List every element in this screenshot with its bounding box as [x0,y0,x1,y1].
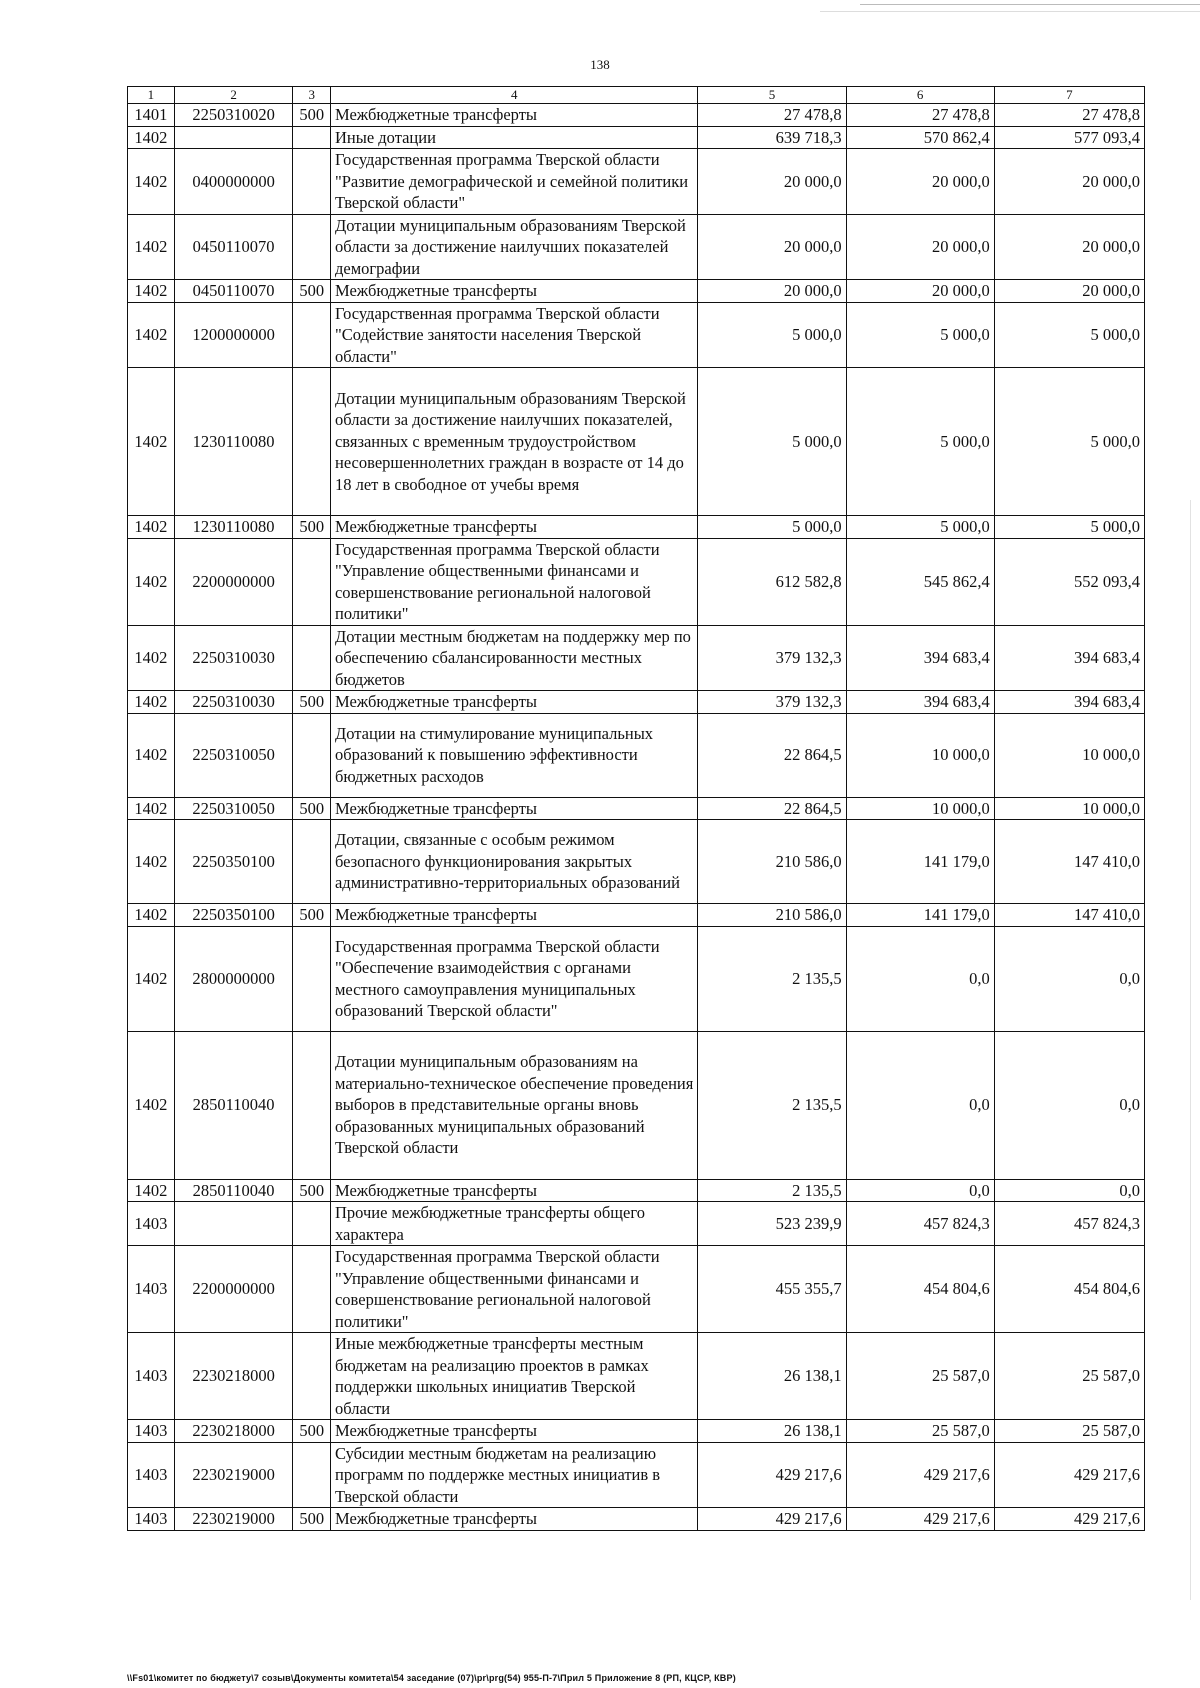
expense-type-code [293,126,331,149]
expense-type-code: 500 [293,1420,331,1443]
table-row [128,1420,1145,1443]
amount-year-2: 394 683,4 [846,691,994,714]
table-body [128,104,1145,1531]
section-code: 1402 [128,691,175,714]
target-article-code: 2800000000 [174,926,293,1031]
item-name: Дотации, связанные с особым режимом безопасного функционирования закрытых административно-территориальных образований [330,820,697,904]
item-name: Межбюджетные трансферты [330,1179,697,1202]
table-row [128,538,1145,625]
amount-year-1: 379 132,3 [698,625,846,691]
section-code: 1402 [128,516,175,539]
amount-year-3: 429 217,6 [994,1442,1144,1508]
item-name: Межбюджетные трансферты [330,691,697,714]
expense-type-code [293,538,331,625]
table-row [128,1246,1145,1333]
item-name: Дотации местным бюджетам на поддержку мер по обеспечению сбалансированности местных бюджетов [330,625,697,691]
target-article-code: 2230219000 [174,1508,293,1531]
item-name: Дотации на стимулирование муниципальных образований к повышению эффективности бюджетных расходов [330,713,697,797]
amount-year-2: 570 862,4 [846,126,994,149]
target-article-code: 2850110040 [174,1179,293,1202]
amount-year-3: 20 000,0 [994,280,1144,303]
section-code: 1402 [128,713,175,797]
amount-year-3: 394 683,4 [994,625,1144,691]
amount-year-2: 0,0 [846,1031,994,1179]
amount-year-1: 20 000,0 [698,214,846,280]
item-name: Межбюджетные трансферты [330,904,697,927]
table-row [128,926,1145,1031]
item-name: Государственная программа Тверской области "Содействие занятости населения Тверской области" [330,302,697,368]
amount-year-1: 210 586,0 [698,904,846,927]
scan-edge-line [1190,500,1191,1600]
expense-type-code [293,1202,331,1246]
item-name: Межбюджетные трансферты [330,1420,697,1443]
expense-type-code [293,625,331,691]
table-row [128,1179,1145,1202]
section-code: 1402 [128,797,175,820]
amount-year-2: 0,0 [846,926,994,1031]
expense-type-code: 500 [293,797,331,820]
target-article-code: 2230218000 [174,1333,293,1420]
target-article-code: 2200000000 [174,1246,293,1333]
section-code: 1403 [128,1246,175,1333]
target-article-code [174,126,293,149]
footer-file-path: \\Fs01\комитет по бюджету\7 созыв\Документы комитета\54 заседание (07)\pr\prg(54) 955-П-7\Прил 5 Приложение 8 (РП, КЦСР, КВР) [127,1673,736,1683]
amount-year-3: 457 824,3 [994,1202,1144,1246]
table-row [128,904,1145,927]
amount-year-3: 10 000,0 [994,797,1144,820]
scan-edge-line [820,11,1200,12]
target-article-code: 2250310050 [174,797,293,820]
amount-year-3: 10 000,0 [994,713,1144,797]
amount-year-2: 5 000,0 [846,368,994,516]
expense-type-code [293,926,331,1031]
expense-type-code [293,149,331,215]
section-code: 1401 [128,104,175,127]
section-code: 1402 [128,625,175,691]
target-article-code: 1230110080 [174,516,293,539]
table-row [128,797,1145,820]
expense-type-code: 500 [293,104,331,127]
table-row [128,1202,1145,1246]
table-row [128,1333,1145,1420]
amount-year-3: 0,0 [994,1179,1144,1202]
amount-year-2: 25 587,0 [846,1333,994,1420]
expense-type-code: 500 [293,1508,331,1531]
amount-year-3: 5 000,0 [994,368,1144,516]
target-article-code: 2230218000 [174,1420,293,1443]
item-name: Межбюджетные трансферты [330,516,697,539]
amount-year-3: 454 804,6 [994,1246,1144,1333]
amount-year-3: 25 587,0 [994,1333,1144,1420]
section-code: 1402 [128,214,175,280]
expense-type-code [293,1246,331,1333]
amount-year-1: 22 864,5 [698,797,846,820]
table-row [128,214,1145,280]
target-article-code: 1200000000 [174,302,293,368]
target-article-code: 2250310030 [174,691,293,714]
section-code: 1402 [128,126,175,149]
amount-year-2: 454 804,6 [846,1246,994,1333]
section-code: 1403 [128,1202,175,1246]
item-name: Государственная программа Тверской области "Обеспечение взаимодействия с органами местного самоуправления муниципальных образований Тверской области" [330,926,697,1031]
amount-year-1: 26 138,1 [698,1333,846,1420]
section-code: 1403 [128,1333,175,1420]
target-article-code: 2200000000 [174,538,293,625]
target-article-code [174,1202,293,1246]
amount-year-3: 0,0 [994,926,1144,1031]
amount-year-1: 26 138,1 [698,1420,846,1443]
target-article-code: 0450110070 [174,280,293,303]
header-cell: 4 [330,87,697,104]
amount-year-2: 141 179,0 [846,820,994,904]
amount-year-2: 10 000,0 [846,713,994,797]
item-name: Иные межбюджетные трансферты местным бюджетам на реализацию проектов в рамках поддержки школьных инициатив Тверской области [330,1333,697,1420]
amount-year-1: 5 000,0 [698,302,846,368]
amount-year-3: 147 410,0 [994,904,1144,927]
amount-year-3: 147 410,0 [994,820,1144,904]
target-article-code: 1230110080 [174,368,293,516]
header-cell: 6 [846,87,994,104]
amount-year-2: 5 000,0 [846,516,994,539]
budget-table [127,86,1145,1531]
amount-year-2: 20 000,0 [846,214,994,280]
item-name: Государственная программа Тверской области "Управление общественными финансами и совершенствование региональной налоговой политики" [330,538,697,625]
section-code: 1402 [128,149,175,215]
expense-type-code: 500 [293,1179,331,1202]
item-name: Дотации муниципальным образованиям на материально-техническое обеспечение проведения выборов в представительные органы вновь образованных муниципальных образований Тверской области [330,1031,697,1179]
amount-year-1: 379 132,3 [698,691,846,714]
target-article-code: 2250310030 [174,625,293,691]
amount-year-2: 20 000,0 [846,149,994,215]
expense-type-code [293,302,331,368]
amount-year-3: 0,0 [994,1031,1144,1179]
target-article-code: 2250310050 [174,713,293,797]
header-cell: 2 [174,87,293,104]
amount-year-3: 27 478,8 [994,104,1144,127]
expense-type-code [293,1442,331,1508]
amount-year-2: 0,0 [846,1179,994,1202]
table-row [128,691,1145,714]
amount-year-2: 20 000,0 [846,280,994,303]
target-article-code: 2250310020 [174,104,293,127]
amount-year-3: 20 000,0 [994,214,1144,280]
amount-year-2: 394 683,4 [846,625,994,691]
section-code: 1402 [128,926,175,1031]
expense-type-code [293,368,331,516]
amount-year-3: 394 683,4 [994,691,1144,714]
table-row [128,149,1145,215]
amount-year-2: 457 824,3 [846,1202,994,1246]
expense-type-code: 500 [293,904,331,927]
expense-type-code [293,1031,331,1179]
amount-year-1: 429 217,6 [698,1508,846,1531]
expense-type-code: 500 [293,516,331,539]
amount-year-1: 429 217,6 [698,1442,846,1508]
amount-year-1: 5 000,0 [698,368,846,516]
item-name: Дотации муниципальным образованиям Тверской области за достижение наилучших показателей демографии [330,214,697,280]
amount-year-1: 2 135,5 [698,1031,846,1179]
expense-type-code: 500 [293,691,331,714]
page-number: 138 [590,57,610,72]
target-article-code: 2230219000 [174,1442,293,1508]
header-row [128,87,1145,104]
item-name: Межбюджетные трансферты [330,104,697,127]
amount-year-2: 27 478,8 [846,104,994,127]
table-row [128,516,1145,539]
expense-type-code [293,820,331,904]
item-name: Государственная программа Тверской области "Развитие демографической и семейной политики Тверской области" [330,149,697,215]
item-name: Государственная программа Тверской области "Управление общественными финансами и совершенствование региональной налоговой политики" [330,1246,697,1333]
amount-year-3: 577 093,4 [994,126,1144,149]
amount-year-1: 455 355,7 [698,1246,846,1333]
table-row [128,368,1145,516]
amount-year-3: 20 000,0 [994,149,1144,215]
target-article-code: 0450110070 [174,214,293,280]
section-code: 1403 [128,1442,175,1508]
target-article-code: 2250350100 [174,820,293,904]
item-name: Субсидии местным бюджетам на реализацию программ по поддержке местных инициатив в Тверской области [330,1442,697,1508]
expense-type-code [293,214,331,280]
table-row [128,713,1145,797]
section-code: 1402 [128,820,175,904]
expense-type-code [293,713,331,797]
amount-year-3: 552 093,4 [994,538,1144,625]
amount-year-3: 5 000,0 [994,302,1144,368]
amount-year-1: 20 000,0 [698,149,846,215]
amount-year-2: 25 587,0 [846,1420,994,1443]
table-row [128,126,1145,149]
amount-year-1: 27 478,8 [698,104,846,127]
section-code: 1402 [128,1179,175,1202]
amount-year-2: 141 179,0 [846,904,994,927]
target-article-code: 2250350100 [174,904,293,927]
amount-year-1: 639 718,3 [698,126,846,149]
amount-year-2: 545 862,4 [846,538,994,625]
section-code: 1403 [128,1508,175,1531]
item-name: Дотации муниципальным образованиям Тверской области за достижение наилучших показателей, связанных с временным трудоустройством несовершеннолетних граждан в возрасте от 14 до 18 лет в свободное от учебы время [330,368,697,516]
item-name: Межбюджетные трансферты [330,280,697,303]
amount-year-1: 20 000,0 [698,280,846,303]
section-code: 1402 [128,1031,175,1179]
table-row [128,820,1145,904]
header-cell: 3 [293,87,331,104]
section-code: 1403 [128,1420,175,1443]
section-code: 1402 [128,280,175,303]
amount-year-1: 22 864,5 [698,713,846,797]
amount-year-1: 5 000,0 [698,516,846,539]
table-row [128,1031,1145,1179]
amount-year-3: 429 217,6 [994,1508,1144,1531]
table-row [128,625,1145,691]
amount-year-2: 429 217,6 [846,1442,994,1508]
amount-year-3: 25 587,0 [994,1420,1144,1443]
expense-type-code [293,1333,331,1420]
expense-type-code: 500 [293,280,331,303]
amount-year-1: 612 582,8 [698,538,846,625]
section-code: 1402 [128,302,175,368]
header-cell: 7 [994,87,1144,104]
table-row [128,302,1145,368]
table-row [128,1442,1145,1508]
item-name: Межбюджетные трансферты [330,1508,697,1531]
amount-year-1: 2 135,5 [698,926,846,1031]
amount-year-3: 5 000,0 [994,516,1144,539]
amount-year-2: 429 217,6 [846,1508,994,1531]
section-code: 1402 [128,538,175,625]
header-cell: 5 [698,87,846,104]
table-row [128,1508,1145,1531]
amount-year-1: 523 239,9 [698,1202,846,1246]
table-row [128,104,1145,127]
table-row [128,280,1145,303]
header-cell: 1 [128,87,175,104]
section-code: 1402 [128,904,175,927]
scan-edge-line [860,4,1200,5]
amount-year-1: 210 586,0 [698,820,846,904]
amount-year-1: 2 135,5 [698,1179,846,1202]
target-article-code: 0400000000 [174,149,293,215]
section-code: 1402 [128,368,175,516]
amount-year-2: 5 000,0 [846,302,994,368]
amount-year-2: 10 000,0 [846,797,994,820]
item-name: Иные дотации [330,126,697,149]
item-name: Межбюджетные трансферты [330,797,697,820]
target-article-code: 2850110040 [174,1031,293,1179]
item-name: Прочие межбюджетные трансферты общего характера [330,1202,697,1246]
